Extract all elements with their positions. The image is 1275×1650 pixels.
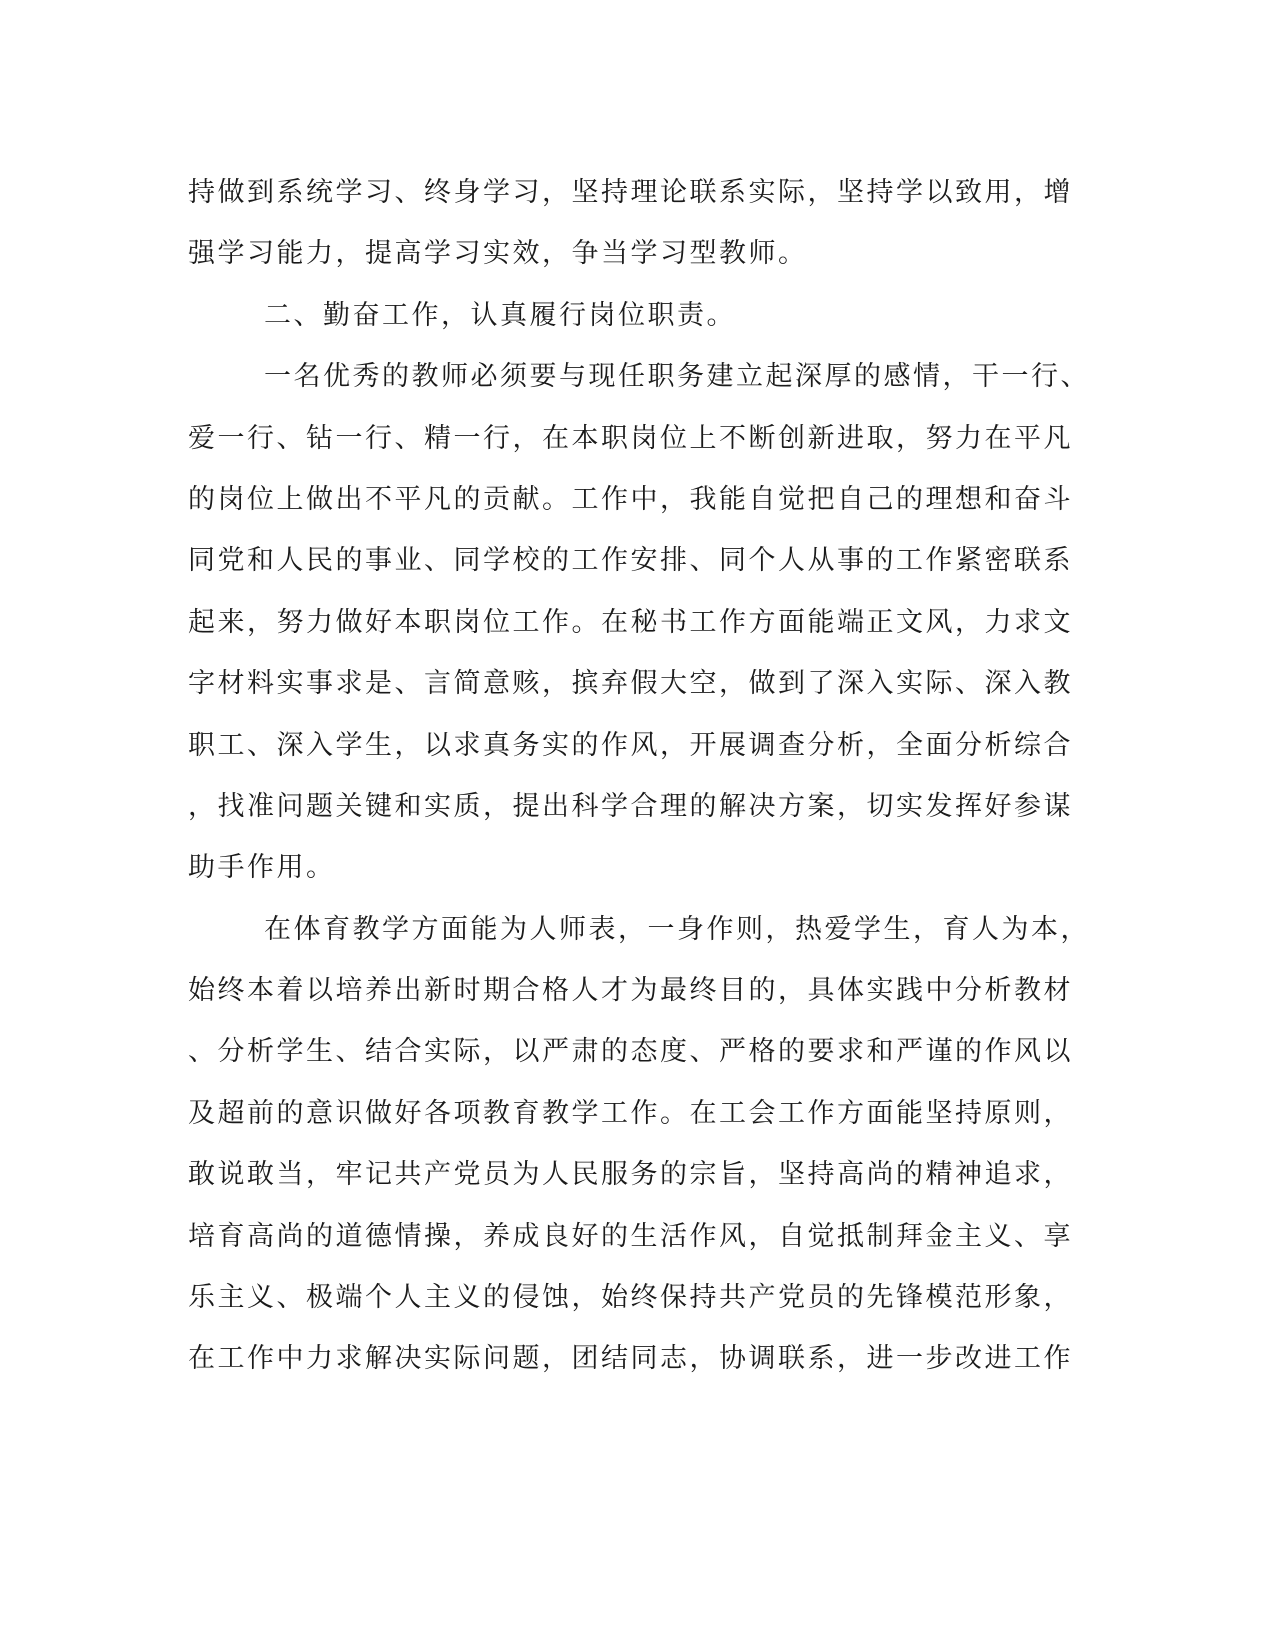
text-line-20: 在工作中力求解决实际问题，团结同志，协调联系，进一步改进工作 (188, 1343, 1073, 1375)
text-line-5: 爱一行、钻一行、精一行，在本职岗位上不断创新进取，努力在平凡 (188, 422, 1073, 454)
text-line-13: 在体育教学方面能为人师表，一身作则，热爱学生，育人为本， (264, 913, 1090, 945)
document-body (188, 162, 1090, 1390)
text-line-9: 字材料实事求是、言简意赅，摈弃假大空，做到了深入实际、深入教 (188, 668, 1073, 700)
text-line-4: 一名优秀的教师必须要与现任职务建立起深厚的感情，干一行、 (264, 361, 1090, 393)
text-line-16: 及超前的意识做好各项教育教学工作。在工会工作方面能坚持原则， (188, 1097, 1073, 1129)
text-line-10: 职工、深入学生，以求真务实的作风，开展调查分析，全面分析综合 (188, 729, 1073, 761)
text-line-2: 强学习能力，提高学习实效，争当学习型教师。 (188, 238, 808, 270)
text-line-17: 敢说敢当，牢记共产党员为人民服务的宗旨，坚持高尚的精神追求， (188, 1159, 1073, 1191)
text-line-14: 始终本着以培养出新时期合格人才为最终目的，具体实践中分析教材 (188, 975, 1073, 1007)
text-line-15: 、分析学生、结合实际，以严肃的态度、严格的要求和严谨的作风以 (188, 1036, 1073, 1068)
text-line-1: 持做到系统学习、终身学习，坚持理论联系实际，坚持学以致用，增 (188, 177, 1073, 208)
text-line-19: 乐主义、极端个人主义的侵蚀，始终保持共产党员的先锋模范形象， (188, 1282, 1073, 1314)
text-line-7: 同党和人民的事业、同学校的工作安排、同个人从事的工作紧密联系 (188, 545, 1073, 577)
text-line-8: 起来，努力做好本职岗位工作。在秘书工作方面能端正文风，力求文 (188, 606, 1073, 638)
text-line-6: 的岗位上做出不平凡的贡献。工作中，我能自觉把自己的理想和奋斗 (188, 483, 1073, 515)
text-line-11: ，找准问题关键和实质，提出科学合理的解决方案，切实发挥好参谋 (188, 790, 1073, 822)
section-heading: 二、勤奋工作，认真履行岗位职责。 (264, 299, 736, 331)
text-line-18: 培育高尚的道德情操，养成良好的生活作风，自觉抵制拜金主义、享 (188, 1220, 1073, 1252)
text-line-12: 助手作用。 (188, 852, 336, 884)
